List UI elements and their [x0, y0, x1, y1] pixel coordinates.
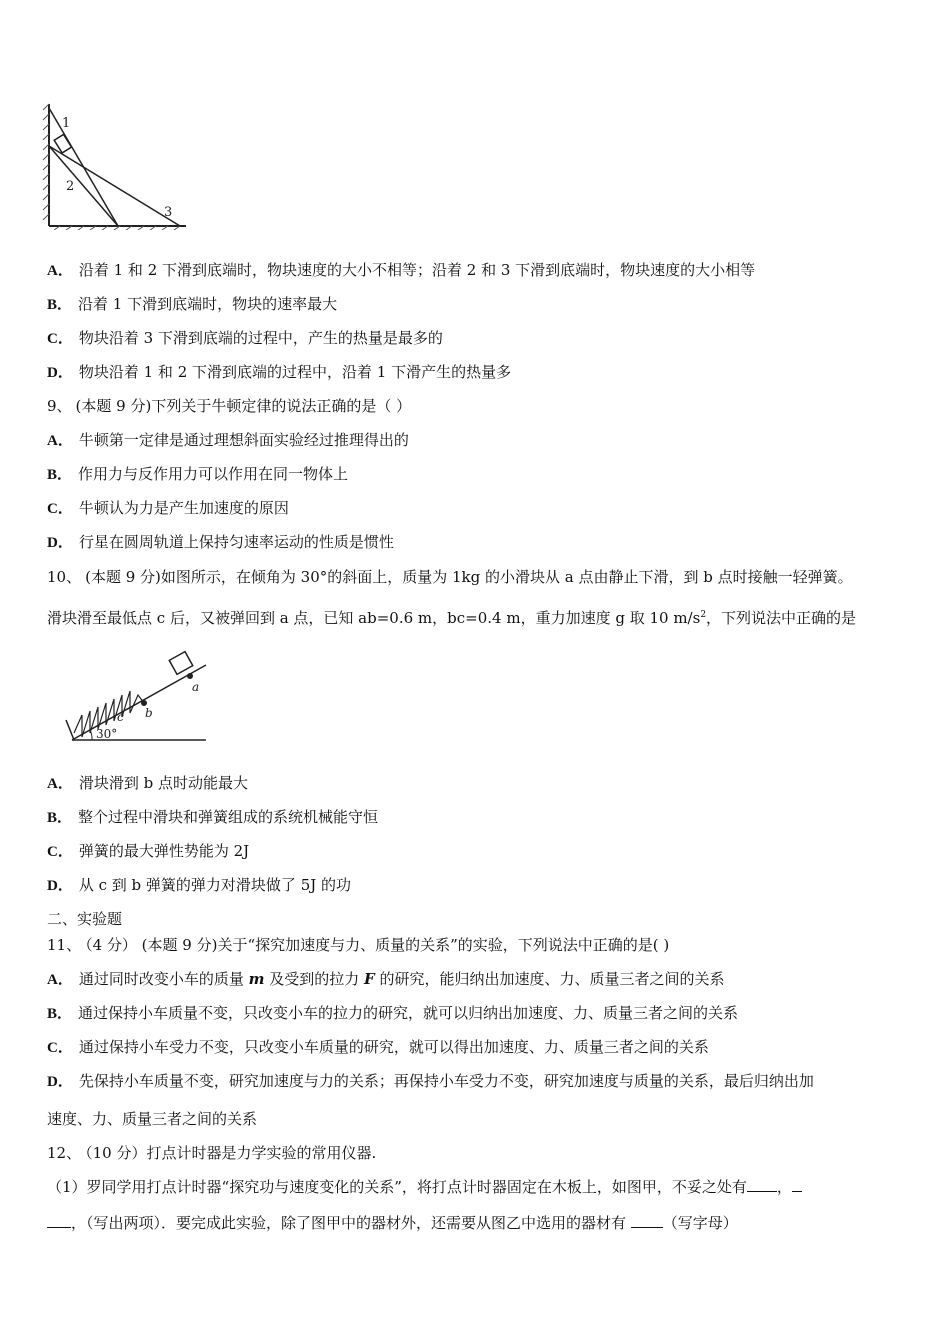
- q11-option-d-cont: 速度、力、质量三者之间的关系: [47, 1110, 258, 1128]
- q9-option-a: A． 牛顿第一定律是通过理想斜面实验经过推理得出的: [47, 431, 409, 449]
- answer-blank-2a[interactable]: [792, 1191, 802, 1192]
- q11-stem: 11、 （4 分） (本题 9 分)关于“探究加速度与力、质量的关系”的实验，下列说法中正确的是( ): [47, 936, 670, 954]
- label-a: a: [192, 680, 200, 694]
- incline-figure: [40, 100, 190, 230]
- label-c: c: [117, 710, 124, 724]
- q10-stem-line2: 滑块滑至最低点 c 后，又被弹回到 a 点，已知 ab=0.6 m，bc=0.4 m，重力加速度 g 取 10 $m/s^2$，下列说法中正确的是: [47, 609, 857, 627]
- q10-option-c: C． 弹簧的最大弹性势能为 2J: [47, 842, 250, 860]
- spring-incline-figure: [44, 645, 214, 750]
- q9-option-d: D． 行星在圆周轨道上保持匀速率运动的性质是惯性: [47, 533, 394, 551]
- answer-blank-2b[interactable]: [47, 1227, 71, 1228]
- q10-option-b: B． 整个过程中滑块和弹簧组成的系统机械能守恒: [47, 808, 379, 826]
- q9-stem: 9、 (本题 9 分)下列关于牛顿定律的说法正确的是（ ）: [47, 397, 412, 415]
- q9-option-c: C． 牛顿认为力是产生加速度的原因: [47, 499, 289, 517]
- q8-option-b: B． 沿着 1 下滑到底端时，物块的速率最大: [47, 295, 338, 313]
- q11-option-a: A． 通过同时改变小车的质量 m 及受到的拉力 F 的研究，能归纳出加速度、力、质量三者之间的关系: [47, 970, 725, 988]
- answer-blank-3[interactable]: [631, 1227, 663, 1228]
- incline-label-2: 2: [66, 179, 75, 194]
- label-angle: 30°: [96, 727, 118, 741]
- q10-option-d: D． 从 c 到 b 弹簧的弹力对滑块做了 5J 的功: [47, 876, 352, 894]
- answer-blank-1[interactable]: [747, 1191, 777, 1192]
- label-b: b: [145, 706, 153, 720]
- q8-option-c: C． 物块沿着 3 下滑到底端的过程中，产生的热量是最多的: [47, 329, 443, 347]
- q10-option-a: A． 滑块滑到 b 点时动能最大: [47, 774, 248, 792]
- q8-option-d: D． 物块沿着 1 和 2 下滑到底端的过程中，沿着 1 下滑产生的热量多: [47, 363, 512, 381]
- q11-option-d: D． 先保持小车质量不变，研究加速度与力的关系；再保持小车受力不变，研究加速度与质量的关系，最后归纳出加: [47, 1072, 814, 1090]
- q11-option-b: B． 通过保持小车质量不变，只改变小车的拉力的研究，就可以归纳出加速度、力、质量三者之间的关系: [47, 1004, 739, 1022]
- q10-stem-line1: 10、 (本题 9 分)如图所示，在倾角为 30°的斜面上，质量为 1kg 的小滑块从 a 点由静止下滑，到 b 点时接触一轻弹簧。: [47, 568, 853, 586]
- q11-option-c: C． 通过保持小车受力不变，只改变小车质量的研究，就可以得出加速度、力、质量三者之间的关系: [47, 1038, 709, 1056]
- q12-part1-line2: ，（写出两项）．要完成此实验，除了图甲中的器材外，还需要从图乙中选用的器材有 （写字母）: [47, 1213, 738, 1233]
- q9-option-b: B． 作用力与反作用力可以作用在同一物体上: [47, 465, 349, 483]
- q12-part1-line1: （1）罗同学用打点计时器“探究功与速度变化的关系”，将打点计时器固定在木板上，如图甲，不妥之处有 ，: [47, 1177, 802, 1197]
- q12-stem: 12、 （10 分）打点计时器是力学实验的常用仪器.: [47, 1144, 377, 1162]
- q8-option-a: A． 沿着 1 和 2 下滑到底端时，物块速度的大小不相等；沿着 2 和 3 下滑到底端时，物块速度的大小相等: [47, 261, 756, 279]
- incline-label-1: 1: [62, 116, 71, 131]
- section-title: 二、实验题: [47, 910, 123, 928]
- incline-label-3: 3: [164, 205, 173, 220]
